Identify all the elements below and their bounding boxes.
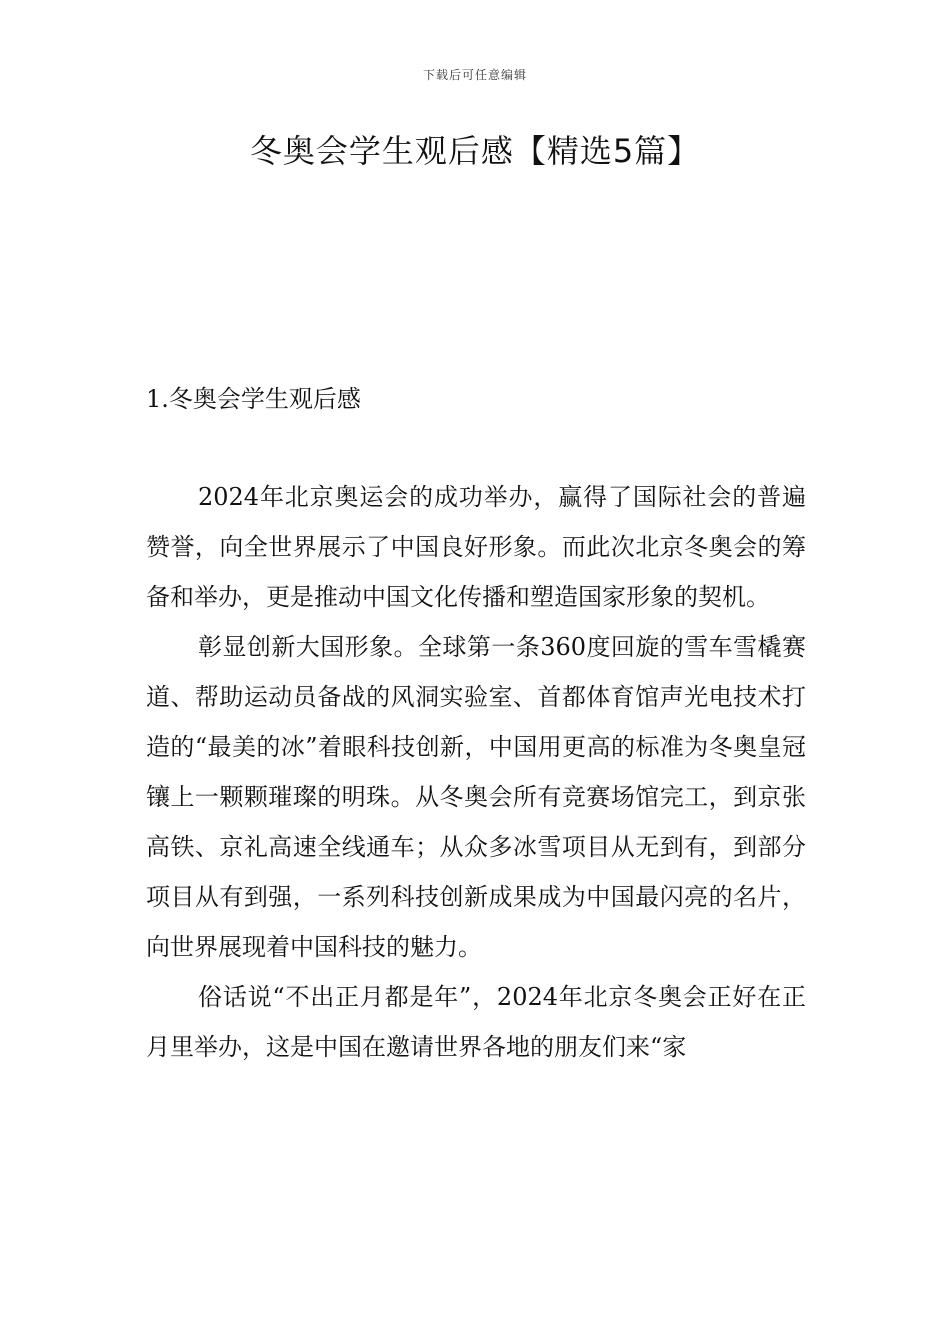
- paragraph: 2024年北京奥运会的成功举办，赢得了国际社会的普遍赞誉，向全世界展示了中国良好形象。而此次北京冬奥会的筹备和举办，更是推动中国文化传播和塑造国家形象的契机。: [146, 483, 806, 611]
- document-title: 冬奥会学生观后感【精选5篇】: [249, 132, 701, 170]
- header-note: 下载后可任意编辑: [422, 68, 527, 82]
- paragraph: 彰显创新大国形象。全球第一条360度回旋的雪车雪橇赛道、帮助运动员备战的风洞实验室、首都体育馆声光电技术打造的“最美的冰”着眼科技创新，中国用更高的标准为冬奥皇冠镶上一颗颗璀璨的明珠。从冬奥会所有竞赛场馆完工，到京张高铁、京礼高速全线通车；从众多冰雪项目从无到有，到部分项目从有到强，一系列科技创新成果成为中国最闪亮的名片，向世界展现着中国科技的魅力。: [146, 633, 806, 961]
- section-heading: 1.冬奥会学生观后感: [146, 385, 361, 413]
- paragraph: 俗话说“不出正月都是年”，2024年北京冬奥会正好在正月里举办，这是中国在邀请世界各地的朋友们来“家: [146, 983, 806, 1061]
- document-body: [146, 380, 806, 1072]
